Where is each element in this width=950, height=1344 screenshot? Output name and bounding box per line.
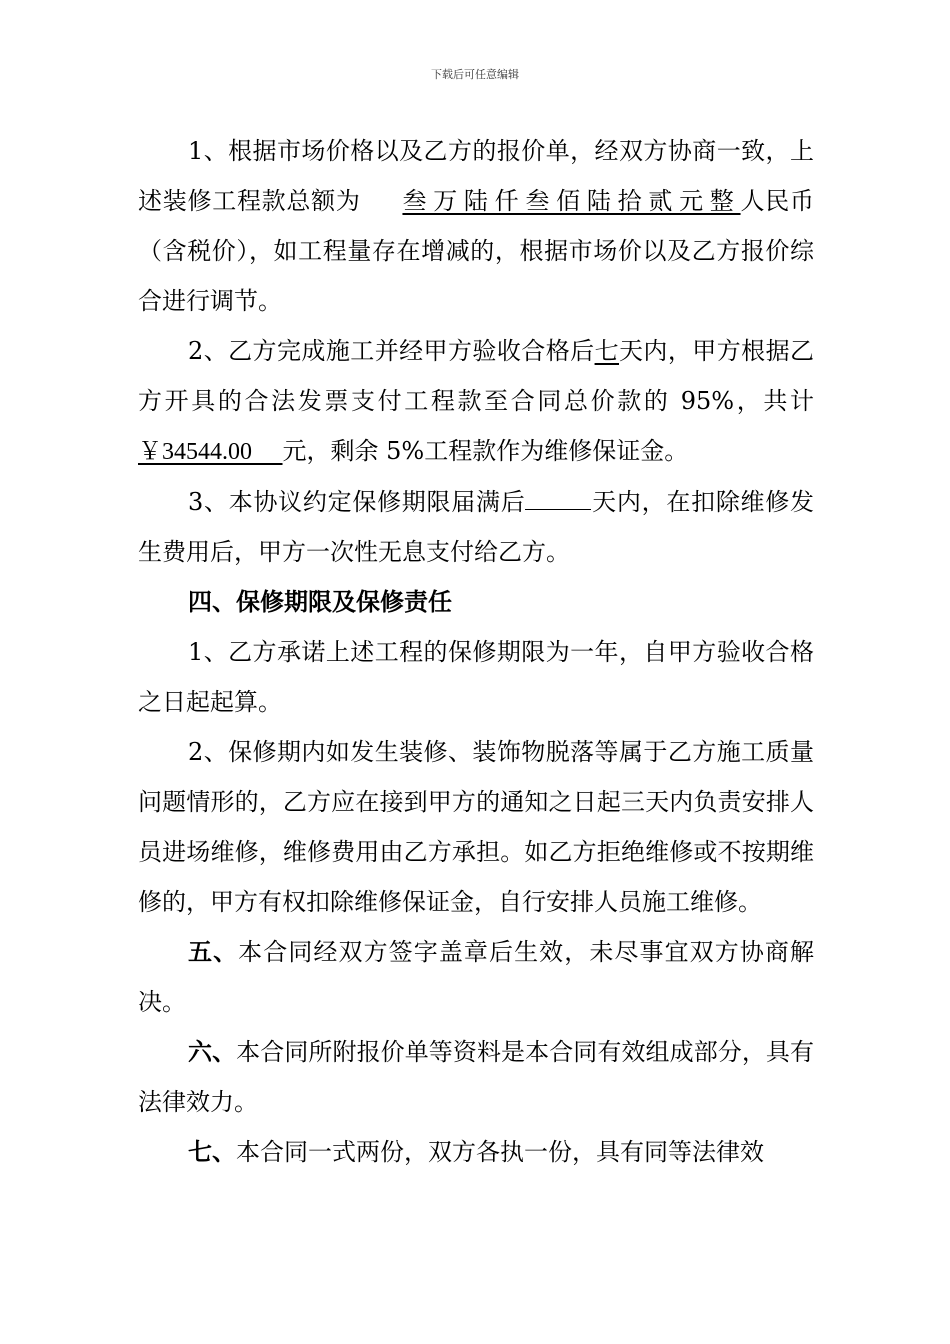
clause-payment-2-text-b: 天内，甲方根据乙方开具的合法发票支付工程款至合同总价款的 95%，共计 [138, 337, 815, 415]
blank-days-field [525, 508, 591, 510]
section-6 [138, 1027, 814, 1127]
section-7 [138, 1127, 814, 1177]
section-5 [138, 927, 814, 1027]
clause-payment-2-text-c: 元，剩余 5%工程款作为维修保证金。 [282, 437, 689, 465]
section-4-clause-2: 2、保修期内如发生装修、装饰物脱落等属于乙方施工质量问题情形的，乙方应在接到甲方的通知之日起三天内负责安排人员进场维修，维修费用由乙方承担。如乙方拒绝维修或不按期维修的，甲方有权扣除维修保证金，自行安排人员施工维修。 [138, 738, 814, 916]
clause-payment-3-text-a: 3、本协议约定保修期限届满后 [188, 488, 526, 516]
clause-payment-1-text-b: 人民币（含税价），如工程量存在增减的，根据市场价以及乙方报价综合进行调节。 [138, 187, 815, 315]
payment-days: 七 [594, 337, 619, 365]
clause-payment-2-text-a: 2、乙方完成施工并经甲方验收合格后 [188, 337, 595, 365]
clause-payment-1-text-a: 1、根据市场价格以及乙方的报价单，经双方协商一致，上述装修工程款总额为 [138, 137, 814, 215]
section-5-number: 五、 [188, 938, 239, 966]
clause-payment-3 [138, 477, 814, 577]
document-body [138, 126, 814, 1177]
payment-amount: ￥34544.00 [138, 439, 252, 465]
section-6-text: 本合同所附报价单等资料是本合同有效组成部分，具有法律效力。 [138, 1038, 815, 1116]
clause-payment-2 [138, 326, 814, 477]
clause-payment-1 [138, 126, 814, 326]
section-4-clause-1: 1、乙方承诺上述工程的保修期限为一年，自甲方验收合格之日起起算。 [138, 638, 814, 716]
section-7-text: 本合同一式两份，双方各执一份，具有同等法律效 [236, 1138, 764, 1166]
section-7-number: 七、 [188, 1138, 236, 1166]
section-6-number: 六、 [188, 1038, 237, 1066]
section-5-text: 本合同经双方签字盖章后生效，未尽事宜双方协商解决。 [138, 938, 815, 1016]
clause-payment-3-text-b: 天内，在扣除维修发生费用后，甲方一次性无息支付给乙方。 [138, 488, 814, 566]
section-4-title: 四、保修期限及保修责任 [188, 588, 452, 616]
total-amount-uppercase: 叁万陆仟叁佰陆拾贰元整 [402, 187, 741, 215]
page-header-note: 下载后可任意编辑 [431, 68, 519, 81]
